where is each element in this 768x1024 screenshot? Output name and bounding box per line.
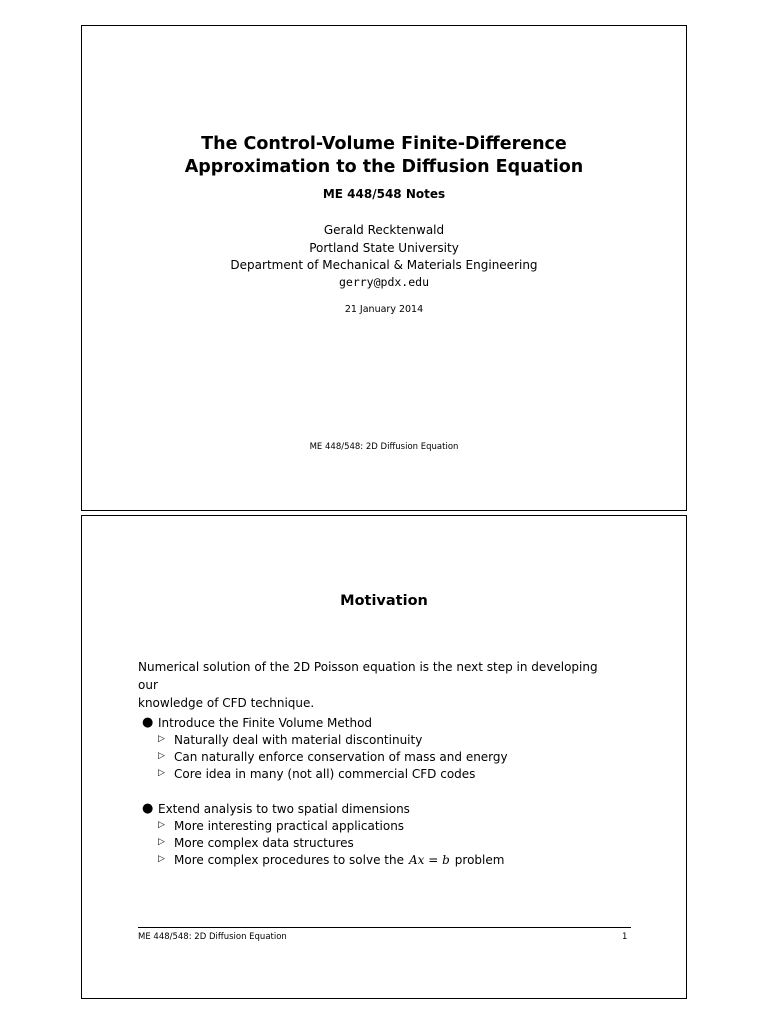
- motivation-slide: [81, 515, 687, 999]
- slide-heading: Motivation: [340, 593, 428, 609]
- sub-bullet-text-prefix: More complex procedures to solve the: [174, 852, 404, 867]
- author-name: Gerald Recktenwald: [323, 223, 445, 237]
- title-slide: [81, 25, 687, 511]
- triangle-bullet-icon: ▷: [158, 768, 165, 778]
- sub-list-item: [142, 748, 622, 765]
- intro-line-2: knowledge of CFD technique.: [138, 696, 315, 710]
- slide-subtitle: ME 448/548 Notes: [322, 187, 446, 201]
- bullet-icon: ●: [142, 715, 154, 730]
- slide-footer: ME 448/548: 2D Diffusion Equation: [309, 442, 459, 452]
- sub-list-item: [142, 817, 622, 834]
- sub-bullet-text: Naturally deal with material discontinuity: [174, 732, 423, 747]
- sub-list-item: [142, 731, 622, 748]
- sub-bullet-text: Core idea in many (not all) commercial CFD codes: [174, 766, 476, 781]
- sub-bullet-text-suffix: problem: [454, 852, 505, 867]
- triangle-bullet-icon: ▷: [158, 854, 165, 864]
- bullet-text: Introduce the Finite Volume Method: [158, 715, 373, 730]
- bullet-group-1: [142, 714, 622, 782]
- date: 21 January 2014: [344, 304, 424, 315]
- slide-footer: ME 448/548: 2D Diffusion Equation: [138, 932, 287, 942]
- email-link[interactable]: gerry@pdx.edu: [338, 275, 429, 289]
- sub-list-item: [142, 834, 622, 851]
- intro-paragraph: [138, 658, 608, 712]
- bullet-group-2: [142, 800, 622, 868]
- department: Department of Mechanical & Materials Engineering: [230, 258, 538, 272]
- slide-title-line-1: The Control-Volume Finite-Difference: [201, 134, 567, 154]
- affiliation: Portland State University: [309, 241, 459, 255]
- triangle-bullet-icon: ▷: [158, 751, 165, 761]
- page-number: 1: [622, 932, 628, 942]
- sub-list-item: [142, 765, 622, 782]
- sub-bullet-text: More complex data structures: [174, 835, 354, 850]
- slide-title-line-2: Approximation to the Diffusion Equation: [184, 157, 584, 177]
- triangle-bullet-icon: ▷: [158, 837, 165, 847]
- footer-divider: [138, 927, 631, 928]
- sub-list-item: [142, 851, 622, 868]
- sub-bullet-text: Can naturally enforce conservation of mass and energy: [174, 749, 508, 764]
- math-equation: Ax = b: [408, 852, 450, 867]
- triangle-bullet-icon: ▷: [158, 820, 165, 830]
- sub-bullet-text: More interesting practical applications: [174, 818, 405, 833]
- triangle-bullet-icon: ▷: [158, 734, 165, 744]
- bullet-icon: ●: [142, 801, 154, 816]
- list-item: [142, 714, 622, 731]
- list-item: [142, 800, 622, 817]
- bullet-text: Extend analysis to two spatial dimensions: [158, 801, 410, 816]
- intro-line-1: Numerical solution of the 2D Poisson equation is the next step in developing our: [138, 660, 598, 692]
